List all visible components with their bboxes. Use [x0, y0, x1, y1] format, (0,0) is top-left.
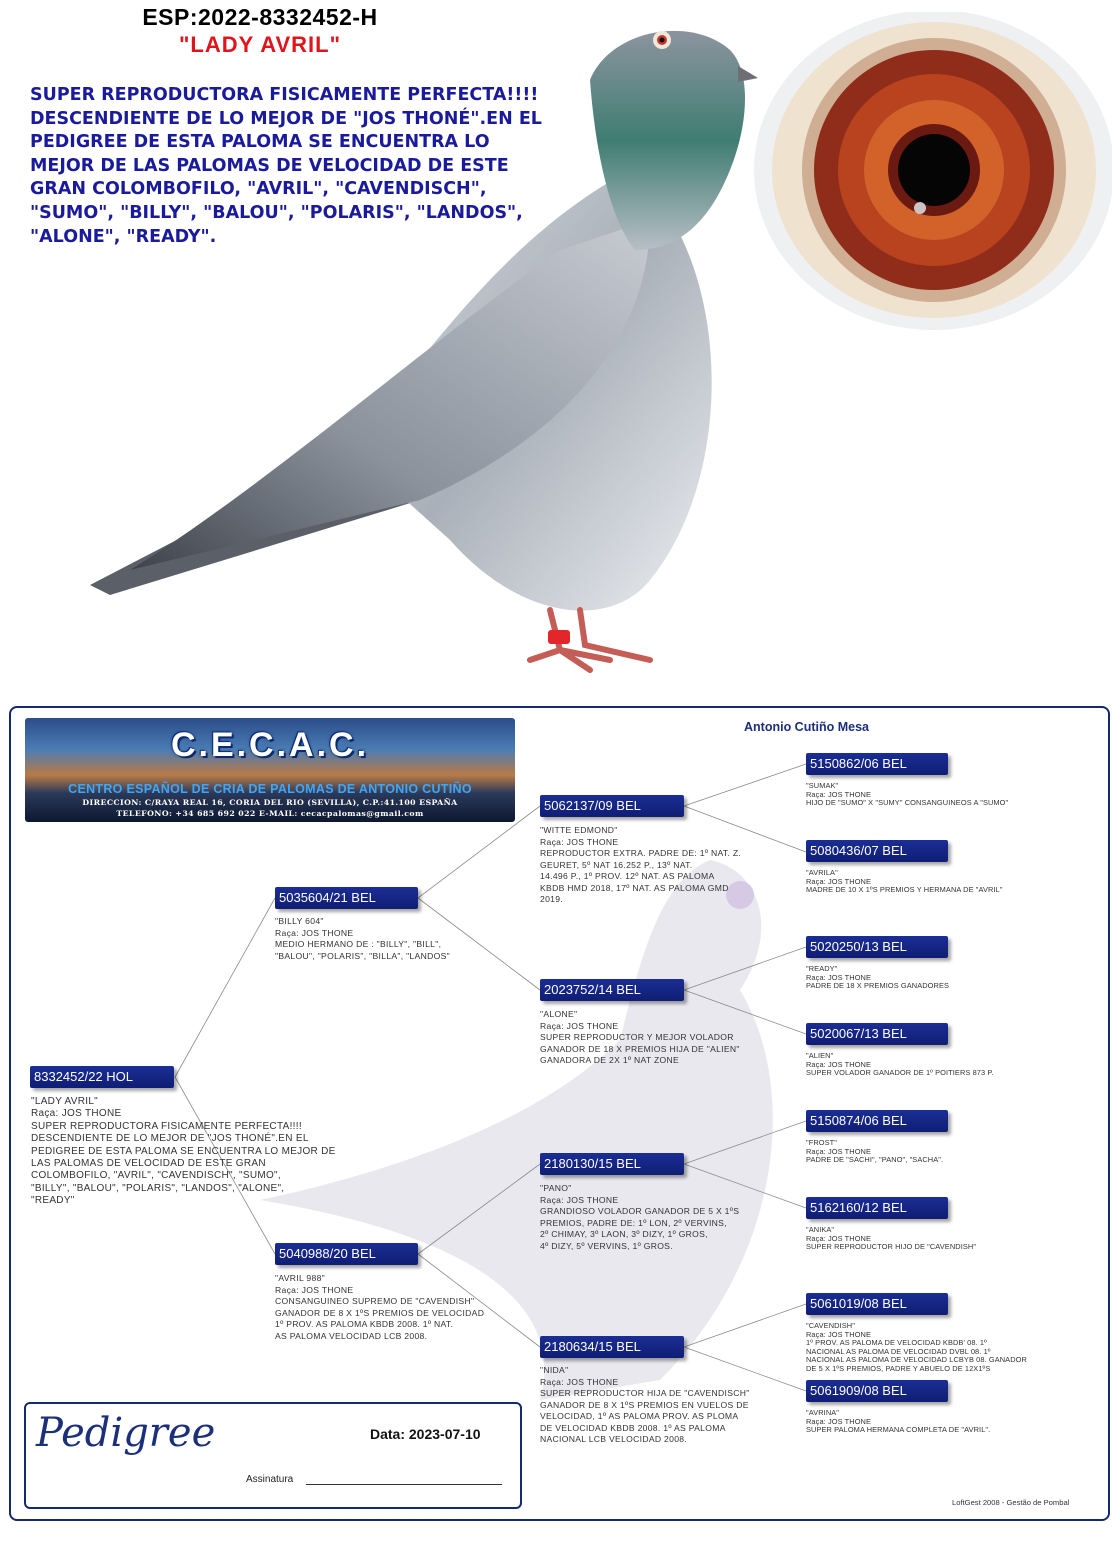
- software-footer: LoftGest 2008 - Gestão de Pombal: [952, 1498, 1070, 1507]
- ds-info: "PANO" Raça: JOS THONE GRANDIOSO VOLADOR GANADOR DE 5 X 1ºS PREMIOS, PADRE DE: 1º LON, 2º VERVINS, 2º CHIMAY, 3º LAON, 3º DIZY, 1º GROS, 4º DIZY, 5º VERVINS, 1º GROS.: [540, 1183, 740, 1251]
- sdd-info: "ALIEN" Raça: JOS THONE SUPER VOLADOR GANADOR DE 1º POITIERS 873 P.: [806, 1051, 994, 1077]
- dss-info: "FROST" Raça: JOS THONE PADRE DE "SACHI", "PANO", "SACHA".: [806, 1138, 944, 1164]
- logo-contact: TELEFONO: +34 685 692 022 E-MAIL: cecacpalomas@gmail.com: [116, 809, 424, 818]
- breeder-name: Antonio Cutiño Mesa: [744, 720, 869, 734]
- sire-info: "BILLY 604" Raça: JOS THONE MEDIO HERMANO DE : "BILLY", "BILL", "BALOU", "POLARIS", "BILLA", "LANDOS": [275, 916, 450, 961]
- ssd-ring-box[interactable]: 5080436/07 BEL: [806, 840, 948, 862]
- logo-title: C.E.C.A.C.: [170, 726, 370, 764]
- dam-ring-box[interactable]: 5040988/20 BEL: [275, 1243, 418, 1265]
- sss-ring-box[interactable]: 5150862/06 BEL: [806, 753, 948, 775]
- pedigree-date: Data: 2023-07-10: [370, 1426, 481, 1442]
- dam-info: "AVRIL 988" Raça: JOS THONE CONSANGUINEO SUPREMO DE "CAVENDISH" GANADOR DE 8 X 1ºS PREMIOS DE VELOCIDAD 1º PROV. AS PALOMA KBDB 2008. 1º NAT. AS PALOMA VELOCIDAD LCB 2008.: [275, 1273, 485, 1341]
- dds-info: "CAVENDISH" Raça: JOS THONE 1º PROV. AS PALOMA DE VELOCIDAD KBDB' 08. 1º NACIONAL AS PALOMA DE VELOCIDAD DVBL 08. 1º NACIONAL AS PALOMA DE VELOCIDAD LCBYB 08. GANADOR DE 5 X 1ºS PREMIOS, PADRE Y ABUELO DE 12X1ºS: [806, 1321, 1027, 1373]
- sd-info: "ALONE" Raça: JOS THONE SUPER REPRODUCTOR Y MEJOR VOLADOR GANADOR DE 18 X PREMIOS HIJA DE "ALIEN" GANADORA DE 2X 1º NAT ZONE: [540, 1009, 740, 1065]
- dsd-ring-box[interactable]: 5162160/12 BEL: [806, 1197, 948, 1219]
- bird-description: SUPER REPRODUCTORA FISICAMENTE PERFECTA!!!! DESCENDIENTE DE LO MEJOR DE "JOS THONÉ".EN EL PEDIGREE DE ESTA PALOMA SE ENCUENTRA LO MEJOR DE LAS PALOMAS DE VELOCIDAD DE ESTE GRAN COLOMBOFILO, "AVRIL", "CAVENDISCH", "SUMO", "BILLY", "BALOU", "POLARIS", "LANDOS", "ALONE", "READY".: [30, 85, 542, 247]
- dd-info: "NIDA" Raça: JOS THONE SUPER REPRODUCTOR HIJA DE "CAVENDISCH" GANADOR DE 8 X 1ºS PREMIOS EN VUELOS DE VELOCIDAD, 1º AS PALOMA PROV. AS PLOMA DE VELOCIDAD KBDB 2008. 1º AS PALOMA NACIONAL LCB VELOCIDAD 2008.: [540, 1365, 750, 1444]
- dds-ring-box[interactable]: 5061019/08 BEL: [806, 1293, 948, 1315]
- dsd-info: "ANIKA" Raça: JOS THONE SUPER REPRODUCTOR HIJO DE "CAVENDISH": [806, 1225, 977, 1251]
- signature-label: Assinatura: [246, 1474, 294, 1485]
- sss-info: "SUMAK" Raça: JOS THONE HIJO DE "SUMO" X "SUMY" CONSANGUINEOS A "SUMO": [806, 781, 1009, 807]
- logo-address: DIRECCION: C/RAYA REAL 16, CORIA DEL RIO (SEVILLA), C.P.:41.100 ESPAÑA: [82, 798, 458, 807]
- ddd-ring-box[interactable]: 5061909/08 BEL: [806, 1380, 948, 1402]
- signature-line[interactable]: [306, 1484, 502, 1485]
- pedigree-title: Pedigree: [36, 1410, 216, 1456]
- ss-ring-box[interactable]: 5062137/09 BEL: [540, 795, 684, 817]
- dd-ring-box[interactable]: 2180634/15 BEL: [540, 1336, 684, 1358]
- sd-ring-box[interactable]: 2023752/14 BEL: [540, 979, 684, 1001]
- sds-ring-box[interactable]: 5020250/13 BEL: [806, 936, 948, 958]
- ds-ring-box[interactable]: 2180130/15 BEL: [540, 1153, 684, 1175]
- ddd-info: "AVRINA" Raça: JOS THONE SUPER PALOMA HERMANA COMPLETA DE "AVRIL".: [806, 1408, 991, 1434]
- ssd-info: "AVRILA" Raça: JOS THONE MADRE DE 10 X 1ºS PREMIOS Y HERMANA DE "AVRIL": [806, 868, 1003, 894]
- subject-ring-box[interactable]: 8332452/22 HOL: [30, 1066, 174, 1088]
- bird-name: "LADY AVRIL": [178, 32, 341, 57]
- ring-number: ESP:2022-8332452-H: [142, 4, 378, 30]
- sdd-ring-box[interactable]: 5020067/13 BEL: [806, 1023, 948, 1045]
- subject-info: "LADY AVRIL" Raça: JOS THONE SUPER REPRODUCTORA FISICAMENTE PERFECTA!!!! DESCENDIENTE DE LO MEJOR DE "JOS THONÉ".EN EL PEDIGREE DE ESTA PALOMA SE ENCUENTRA LO MEJOR DE LAS PALOMAS DE VELOCIDAD DE ESTE GRAN COLOMBOFILO, "AVRIL", "CAVENDISCH", "SUMO", "BILLY", "BALOU", "POLARIS", "LANDOS", "ALONE", "READY": [31, 1096, 336, 1207]
- dss-ring-box[interactable]: 5150874/06 BEL: [806, 1110, 948, 1132]
- ss-info: "WITTE EDMOND" Raça: JOS THONE REPRODUCTOR EXTRA. PADRE DE: 1º NAT. Z. GEURET, 5º NAT 16.252 P., 13º NAT. 14.496 P., 1º PROV. 12º NAT. AS PALOMA KBDB HMD 2018, 17º NAT. AS PALOMA GMD 2019.: [540, 825, 742, 904]
- sire-ring-box[interactable]: 5035604/21 BEL: [275, 887, 418, 909]
- sds-info: "READY" Raça: JOS THONE PADRE DE 18 X PREMIOS GANADORES: [806, 964, 950, 990]
- logo-subtitle: CENTRO ESPAÑOL DE CRIA DE PALOMAS DE ANTONIO CUTIÑO: [68, 782, 472, 796]
